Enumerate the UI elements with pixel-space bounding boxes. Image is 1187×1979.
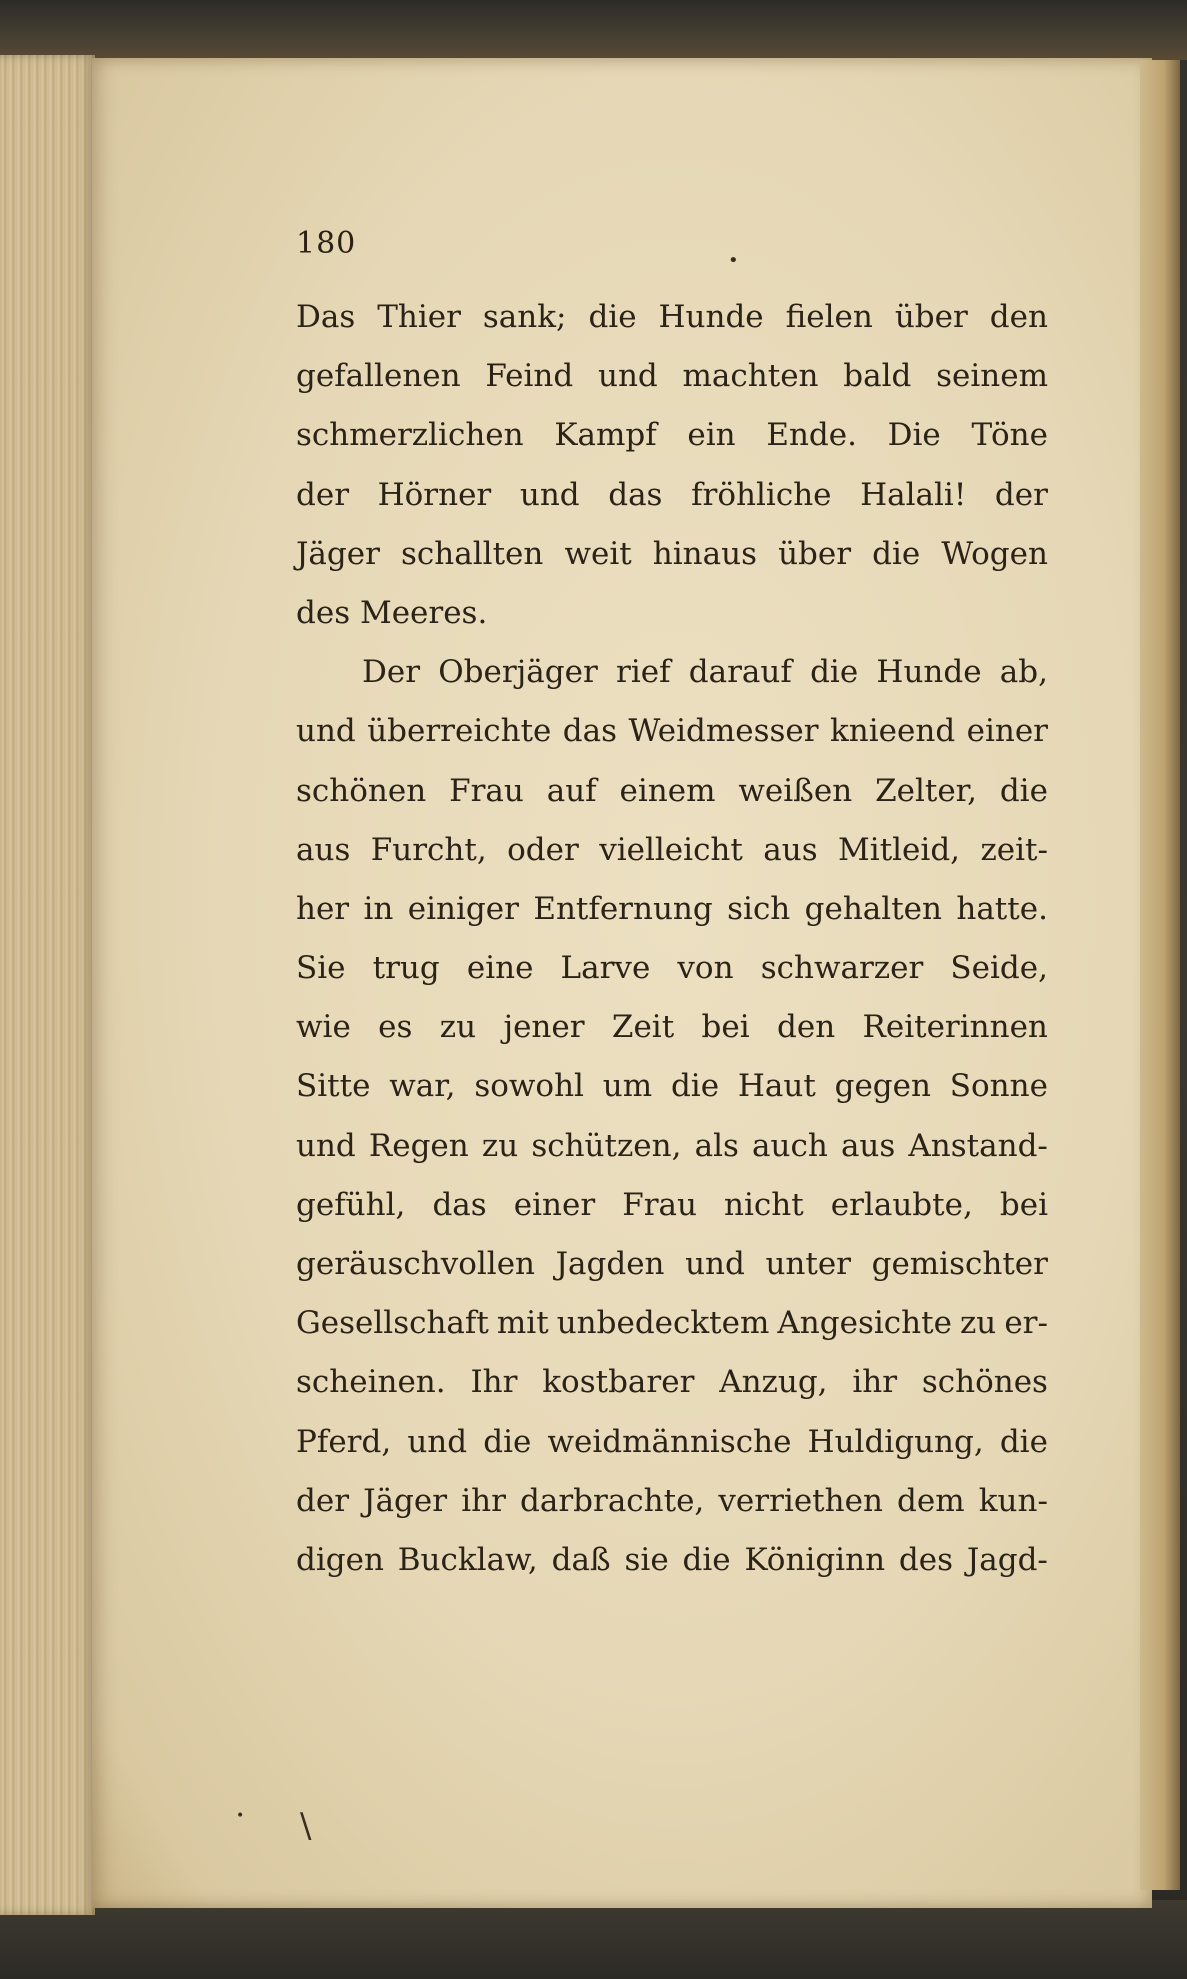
ink-speck: • — [236, 1808, 245, 1824]
text-line: scheinen. Ihr kostbarer Anzug, ihr schönes — [296, 1364, 1048, 1401]
text-line: der Hörner und das fröhliche Halali! der — [296, 476, 1048, 513]
body-text — [296, 288, 1048, 1590]
text-line: Der Oberjäger rief darauf die Hunde ab, — [362, 654, 1048, 691]
text-line: digen Bucklaw, daß sie die Königinn des Jagd- — [296, 1541, 1048, 1578]
text-line: und Regen zu schützen, als auch aus Anstand- — [296, 1127, 1048, 1164]
text-line: Gesellschaft mit unbedecktem Angesichte zu er- — [296, 1305, 1048, 1342]
book-cover-top — [0, 0, 1187, 60]
text-line: her in einiger Entfernung sich gehalten hatte. — [296, 890, 1048, 927]
text-line: Pferd, und die weidmännische Huldigung, die — [296, 1423, 1048, 1460]
text-line: Sie trug eine Larve von schwarzer Seide, — [296, 950, 1048, 987]
page-edge-right — [1140, 60, 1180, 1890]
text-line: des Meeres. — [296, 594, 488, 631]
text-line: Sitte war, sowohl um die Haut gegen Sonne — [296, 1068, 1048, 1105]
text-line: aus Furcht, oder vielleicht aus Mitleid, zeit- — [296, 831, 1048, 868]
text-line: der Jäger ihr darbrachte, verriethen dem kun- — [296, 1482, 1048, 1519]
text-line: schönen Frau auf einem weißen Zelter, die — [296, 772, 1048, 809]
ink-stroke: \ — [300, 1806, 312, 1846]
page-number: 180 — [296, 226, 357, 261]
text-line: gefühl, das einer Frau nicht erlaubte, bei — [296, 1186, 1048, 1223]
book-cover-bottom — [0, 1900, 1187, 1979]
text-line: geräuschvollen Jagden und unter gemischter — [296, 1246, 1048, 1282]
text-line: Jäger schallten weit hinaus über die Wogen — [296, 535, 1048, 572]
ink-speck: • — [728, 250, 739, 271]
page-stack-edge — [0, 55, 95, 1915]
text-line: schmerzlichen Kampf ein Ende. Die Töne — [296, 417, 1048, 454]
text-line: Das Thier sank; die Hunde fielen über den — [296, 299, 1048, 335]
text-line: gefallenen Feind und machten bald seinem — [296, 358, 1048, 395]
text-line: und überreichte das Weidmesser knieend einer — [296, 713, 1048, 750]
text-line: wie es zu jener Zeit bei den Reiterinnen — [296, 1009, 1048, 1046]
